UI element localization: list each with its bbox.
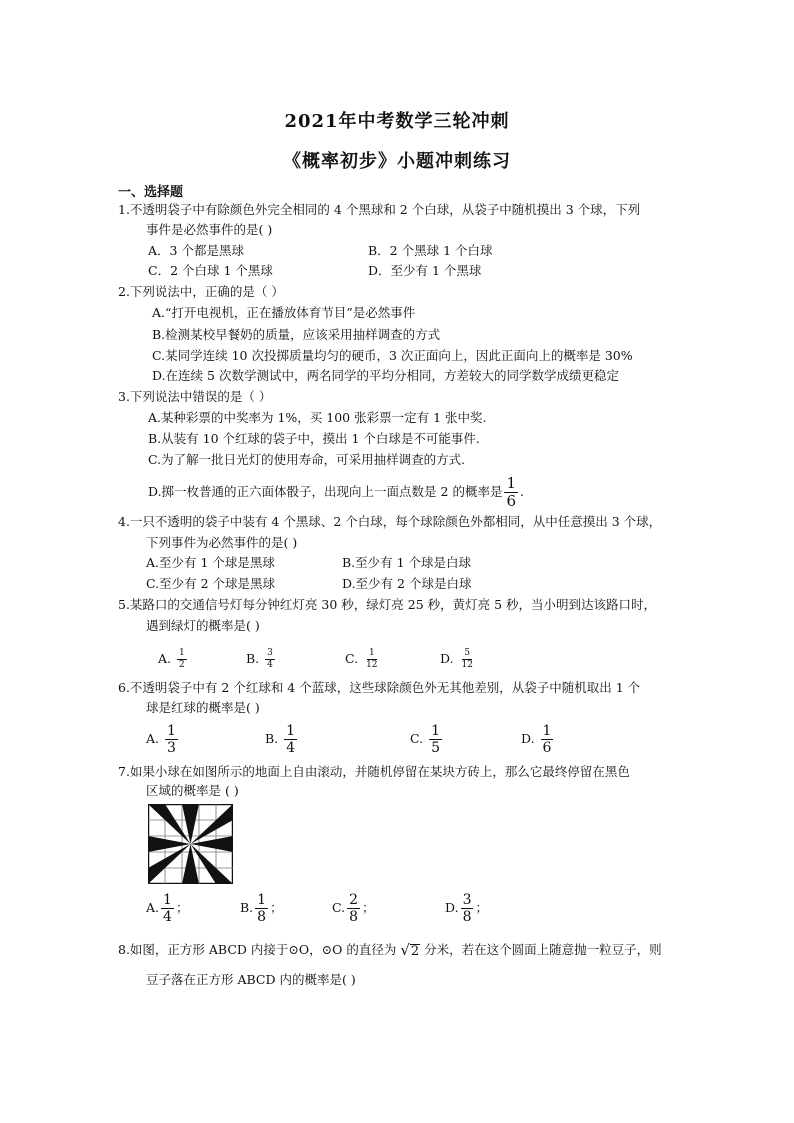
option-label: A. [158, 651, 172, 666]
q6-option-b [265, 722, 299, 756]
radicand: 2 [410, 943, 420, 959]
q8-stem-line2: 豆子落在正方形 ABCD 内的概率是( ) [146, 972, 356, 987]
q3-option-d [148, 476, 524, 509]
option-fraction [165, 724, 178, 755]
q2-option-c: C.某同学连续 10 次投掷质量均匀的硬币，3 次正面向上，因此正面向上的概率是 30% [152, 348, 633, 363]
q1-option-a: A．3 个都是黑球 [148, 243, 244, 258]
q5-option-a [158, 646, 189, 672]
fraction-numerator: 1 [167, 723, 176, 739]
option-label: B. [240, 900, 254, 915]
q7-stem-line1: 7.如果小球在如图所示的地面上自由滚动，并随机停留在某块方砖上，那么它最终停留在黑色 [118, 764, 630, 779]
option-label: B. [246, 651, 260, 666]
fraction-numerator: 1 [257, 892, 267, 908]
option-label: C. [410, 731, 424, 746]
q7-option-c [332, 888, 375, 928]
q7-option-d [445, 888, 488, 928]
q3-stem: 3.下列说法中错误的是（ ） [118, 389, 272, 404]
q5-option-b [246, 646, 277, 672]
option-label: C. [345, 651, 359, 666]
fraction-denominator: 5 [431, 740, 440, 756]
figure-black-regions [148, 804, 233, 884]
fraction-numerator: 1 [506, 474, 516, 492]
option-label: A. [146, 731, 160, 746]
option-fraction [461, 893, 474, 924]
option-label: A. [146, 900, 160, 915]
q2-option-b: B.检测某校早餐奶的质量，应该采用抽样调查的方式 [152, 327, 441, 342]
option-end: ； [175, 900, 189, 915]
fraction-numerator: 1 [542, 723, 552, 739]
q3-option-d-end: . [520, 484, 524, 499]
q1-stem-line2: 事件是必然事件的是( ) [146, 222, 273, 237]
q6-option-d [521, 722, 555, 756]
q4-option-c: C.至少有 2 个球是黑球 [146, 576, 275, 591]
q3-option-d-text: D.掷一枚普通的正六面体骰子，出现向上一面点数是 2 的概率是 [148, 484, 503, 499]
option-label: B. [265, 731, 279, 746]
q6-stem-line1: 6.不透明袋子中有 2 个红球和 4 个蓝球，这些球除颜色外无其他差别，从袋子中随机取出 1 个 [118, 680, 641, 695]
radical-sign: √ [400, 940, 410, 959]
fraction-denominator: 8 [257, 909, 267, 925]
fraction-denominator: 6 [542, 740, 552, 756]
fraction-denominator: 8 [462, 909, 472, 925]
page-subtitle: 《概率初步》小题冲刺练习 [283, 151, 511, 172]
fraction-denominator: 2 [179, 660, 185, 670]
q4-stem-line1: 4.一只不透明的袋子中装有 4 个黑球、2 个白球，每个球除颜色外都相同，从中任意摸出 3 个球， [118, 514, 662, 529]
fraction-numerator: 1 [368, 648, 375, 658]
option-fraction [364, 649, 379, 670]
q7-option-a [146, 888, 188, 928]
option-fraction [541, 724, 554, 755]
q8-stem-line1 [118, 938, 662, 962]
option-fraction [161, 893, 174, 924]
q2-option-a: A.“打开电视机，正在播放体育节目”是必然事件 [152, 305, 416, 320]
q3-option-b: B.从装有 10 个红球的袋子中，摸出 1 个白球是不可能事件. [148, 431, 480, 446]
fraction-numerator: 5 [464, 648, 471, 658]
q5-stem-line1: 5.某路口的交通信号灯每分钟红灯亮 30 秒，绿灯亮 25 秒，黄灯亮 5 秒，当小明到达该路口时， [118, 597, 657, 612]
fraction-numerator: 3 [462, 892, 472, 908]
option-end: ； [362, 900, 375, 915]
fraction-denominator: 4 [163, 909, 172, 925]
q4-option-d: D.至少有 2 个球是白球 [342, 576, 472, 591]
q5-option-c [345, 646, 382, 672]
option-fraction [347, 893, 360, 924]
fraction-denominator: 4 [267, 660, 273, 670]
q1-option-b: B．2 个黑球 1 个白球 [368, 243, 493, 258]
fraction-numerator: 1 [179, 648, 185, 658]
q4-option-b: B.至少有 1 个球是白球 [342, 555, 472, 570]
option-fraction [177, 649, 187, 670]
fraction-denominator: 6 [506, 492, 516, 510]
q7-stem-line2: 区域的概率是 ( ) [146, 783, 239, 798]
sqrt-expression [400, 940, 420, 959]
option-label: D. [445, 900, 459, 915]
option-fraction [284, 724, 297, 755]
q8-stem-pre: 8.如图，正方形 ABCD 内接于⊙O，⊙O 的直径为 [118, 942, 397, 957]
q5-option-d [440, 646, 477, 672]
fraction-numerator: 3 [267, 648, 273, 658]
q2-stem: 2.下列说法中，正确的是（ ） [118, 284, 284, 299]
fraction-denominator: 4 [286, 740, 296, 756]
page-title: 2021年中考数学三轮冲刺 [284, 111, 510, 132]
q1-option-d: D．至少有 1 个黑球 [368, 263, 482, 278]
fraction-denominator: 12 [461, 660, 473, 670]
fraction-numerator: 1 [286, 723, 296, 739]
q3-option-c: C.为了解一批日光灯的使用寿命，可采用抽样调查的方式. [148, 452, 466, 467]
option-fraction [429, 724, 442, 755]
q6-option-a [146, 722, 180, 756]
q3-option-d-fraction [504, 476, 518, 509]
section-heading: 一、选择题 [118, 185, 184, 200]
option-fraction [460, 649, 475, 670]
option-label: C. [332, 900, 346, 915]
fraction-denominator: 12 [366, 660, 378, 670]
q1-option-c: C．2 个白球 1 个黑球 [148, 263, 273, 278]
option-label: D. [521, 731, 535, 746]
option-end: ； [475, 900, 488, 915]
q7-option-b [240, 888, 283, 928]
fraction-denominator: 8 [349, 909, 359, 925]
pinwheel-tile-figure [148, 804, 233, 884]
q3-option-a: A.某种彩票的中奖率为 1%，买 100 张彩票一定有 1 张中奖. [148, 410, 487, 425]
option-label: D. [440, 651, 454, 666]
q4-stem-line2: 下列事件为必然事件的是( ) [146, 535, 298, 550]
fraction-numerator: 1 [163, 892, 172, 908]
q2-option-d: D.在连续 5 次数学测试中，两名同学的平均分相同，方差较大的同学数学成绩更稳定 [152, 368, 619, 383]
q8-stem-post: 分米，若在这个圆面上随意抛一粒豆子，则 [424, 942, 662, 957]
q6-stem-line2: 球是红球的概率是( ) [146, 700, 260, 715]
option-fraction [255, 893, 268, 924]
q6-option-c [410, 722, 444, 756]
option-end: ； [270, 900, 283, 915]
q4-option-a: A.至少有 1 个球是黑球 [146, 555, 275, 570]
fraction-denominator: 3 [167, 740, 176, 756]
q1-stem-line1: 1.不透明袋子中有除颜色外完全相同的 4 个黑球和 2 个白球，从袋子中随机摸出 3 个球，下列 [118, 202, 641, 217]
fraction-numerator: 2 [349, 892, 359, 908]
fraction-numerator: 1 [431, 723, 440, 739]
option-fraction [265, 649, 275, 670]
q5-stem-line2: 遇到绿灯的概率是( ) [146, 618, 260, 633]
